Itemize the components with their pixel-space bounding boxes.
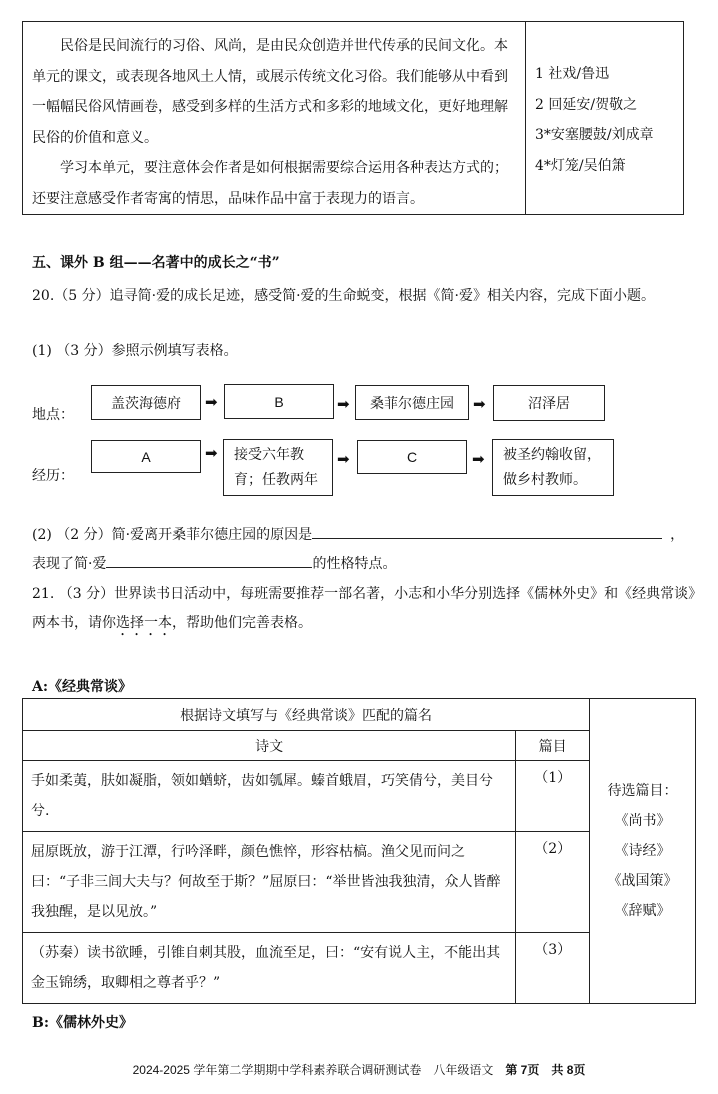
- footer-text: 2024-2025 学年第二学期期中学科素养联合调研测试卷 八年级语文: [132, 1063, 506, 1077]
- experience-4-line-2: 做乡村教师。: [503, 471, 587, 488]
- footer-page-total: 8: [566, 1063, 574, 1077]
- arrow-right-icon: ➡: [205, 444, 218, 462]
- experience-4-line-1: 被圣约翰收留，: [503, 446, 601, 463]
- arrow-right-icon: ➡: [337, 395, 350, 413]
- section-title: 五、课外 B 组——名著中的成长之“书”: [32, 255, 280, 271]
- question-20-sub2-line2-prefix: 表现了简·爱: [32, 556, 107, 572]
- column-header-title: 篇目: [516, 731, 590, 761]
- experience-2-line-1: 接受六年教: [234, 446, 304, 463]
- arrow-right-icon: ➡: [473, 395, 486, 413]
- question-21-stem: [32, 580, 697, 639]
- arrow-right-icon: ➡: [337, 450, 350, 468]
- question-20-sub2-line1: [32, 524, 684, 544]
- part-b-title: B:《儒林外史》: [32, 1015, 134, 1031]
- question-20-sub2-prefix: (2) （2 分）简·爱离开桑菲尔德庄园的原因是: [32, 527, 313, 543]
- unit-intro-paragraph-2: 学习本单元，要注意体会作者是如何根据需要综合运用各种表达方式的；还要注意感受作者寄寓的情思，品味作品中富于表现力的语言。: [32, 160, 508, 207]
- question-20-sub1: (1) （3 分）参照示例填写表格。: [32, 343, 238, 359]
- answer-slot[interactable]: （1）: [516, 761, 590, 832]
- question-21-text-end: ，帮助他们完善表格。: [172, 615, 312, 631]
- arrow-right-icon: ➡: [472, 450, 485, 468]
- footer-page-suffix: 页: [573, 1063, 586, 1077]
- question-20-sub2-suffix: ，: [670, 527, 685, 543]
- footer-page-mid: 页 共: [527, 1063, 567, 1077]
- candidate-item: 《诗经》: [614, 843, 671, 859]
- place-box-4: 沼泽居: [493, 385, 605, 421]
- unit-intro-divider: [525, 21, 526, 215]
- page-footer: [0, 1061, 718, 1078]
- lesson-item: 1 社戏/鲁迅: [535, 66, 610, 82]
- poem-text: 手如柔荑，肤如凝脂，领如蝤蛴，齿如瓠犀。螓首蛾眉，巧笑倩兮，美目兮兮.: [23, 761, 516, 832]
- experience-box-blank-a[interactable]: A: [91, 440, 201, 473]
- question-21-emphasis: 选择一本: [116, 615, 172, 631]
- question-20-sub2-line2: [32, 553, 396, 573]
- candidates-label: 待选篇目：: [607, 783, 678, 799]
- candidate-item: 《辞赋》: [614, 903, 671, 919]
- column-header-poem: 诗文: [23, 731, 516, 761]
- experience-box-2: [223, 439, 333, 496]
- experience-box-blank-c[interactable]: C: [357, 440, 467, 474]
- experience-box-4: [492, 439, 614, 496]
- lesson-list: [535, 59, 654, 181]
- table-caption: 根据诗文填写与《经典常谈》匹配的篇名: [23, 699, 590, 731]
- unit-intro-paragraph-1: 民俗是民间流行的习俗、风尚，是由民众创造并世代传承的民间文化。本单元的课文，或表现各地风土人情，或展示传统文化习俗。我们能够从中看到一幅幅民俗风情画卷，感受到多样的生活方式和多彩的地域文化，更好地理解民俗的价值和意义。: [32, 38, 508, 146]
- place-box-3: 桑菲尔德庄园: [355, 385, 469, 420]
- question-20-stem: 20.（5 分）追寻简·爱的成长足迹，感受简·爱的生命蜕变，根据《简·爱》相关内容，完成下面小题。: [32, 288, 655, 304]
- lesson-item: 4*灯笼/吴伯箫: [535, 157, 626, 174]
- lesson-item: 3*安塞腰鼓/刘成章: [535, 127, 654, 143]
- unit-intro-text: [32, 31, 518, 214]
- candidate-titles: [590, 699, 696, 1004]
- footer-page-prefix: 第: [505, 1063, 521, 1077]
- experience-label: 经历：: [32, 468, 74, 484]
- answer-slot[interactable]: （3）: [516, 933, 590, 1004]
- answer-blank-trait[interactable]: [106, 553, 312, 568]
- lesson-item: 2 回延安/贺敬之: [535, 96, 638, 113]
- poem-text: （苏秦）读书欲睡，引锥自刺其股，血流至足，曰：“安有说人主，不能出其金玉锦绣，取卿相之尊者乎？”: [23, 933, 516, 1004]
- arrow-right-icon: ➡: [205, 393, 218, 411]
- answer-blank-reason[interactable]: [312, 524, 662, 539]
- classics-table: [22, 698, 696, 1004]
- candidate-item: 《战国策》: [607, 873, 678, 889]
- question-21-text: 21. （3 分）世界读书日活动中，每班需要推荐一部名著，小志和小华分别选择《儒林外史》和《经典常谈》两本书，请你: [32, 586, 696, 631]
- experience-2-line-2: 育；任教两年: [234, 471, 318, 488]
- poem-text: 屈原既放，游于江潭，行吟泽畔，颜色憔悴，形容枯槁。渔父见而问之曰：“子非三闾大夫与？何故至于斯？”屈原曰：“举世皆浊我独清，众人皆醉我独醒，是以见放。”: [23, 832, 516, 933]
- place-box-blank-b[interactable]: B: [224, 384, 334, 419]
- candidate-item: 《尚书》: [614, 813, 671, 829]
- answer-slot[interactable]: （2）: [516, 832, 590, 933]
- place-box-1: 盖茨海德府: [91, 385, 201, 420]
- footer-page-number: 7: [520, 1063, 528, 1077]
- place-label: 地点：: [32, 407, 74, 423]
- part-a-title: A:《经典常谈》: [32, 679, 133, 695]
- question-20-sub2-line2-suffix: 的性格特点。: [312, 556, 397, 572]
